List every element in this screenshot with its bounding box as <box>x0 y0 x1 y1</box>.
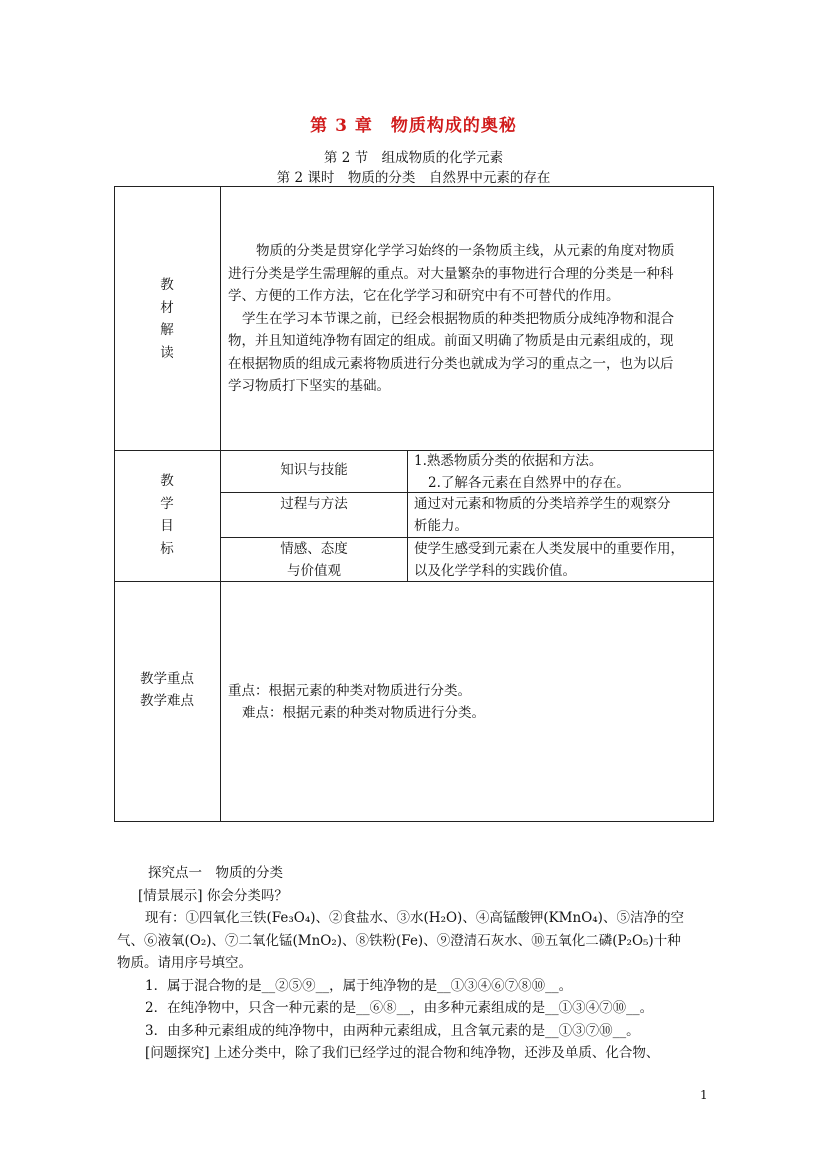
page-number: 1 <box>700 1088 708 1102</box>
section-title: 第 2 节 组成物质的化学元素 <box>323 150 504 166</box>
textbook-analysis-label: 教 材 解 读 <box>160 277 174 361</box>
lesson-plan-table <box>114 186 714 822</box>
goal-attitude-text: 使学生感受到元素在人类发展中的重要作用， 以及化学学科的实践价值。 <box>414 541 684 579</box>
scene-prompt: [情景展示] 你会分类吗？ <box>138 887 288 904</box>
lesson-title: 第 2 课时 物质的分类 自然界中元素的存在 <box>276 170 551 186</box>
teaching-goals-label: 教 学 目 标 <box>160 473 174 557</box>
key-points-label: 教学重点 教学难点 <box>140 671 194 709</box>
goal-knowledge-name: 知识与技能 <box>280 462 348 478</box>
key-points-text: 重点：根据元素的种类对物质进行分类。 难点：根据元素的种类对物质进行分类。 <box>228 683 485 721</box>
goal-attitude-name: 情感、态度 与价值观 <box>280 541 348 579</box>
question-2: 2．在纯净物中，只含一种元素的是__⑥⑧__，由多种元素组成的是__①③④⑦⑩__。 <box>145 1000 654 1016</box>
explore-questions: 现有：①四氧化三铁(Fe₃O₄)、②食盐水、③水(H₂O)、④高锰酸钾(KMnO₄)、⑤洁净的空 气、⑥液氧(O₂)、⑦二氧化锰(MnO₂)、⑧铁粉(Fe)、⑨澄清石灰水、⑩五氧化二磷(P₂O₅)十种 物质。请用序号填空。 1．属于混合物的是__②⑤⑨__，属于纯净物的是__①③④⑥⑦⑧⑩__。 2．在纯净物中，只含一种元素的是__⑥⑧__，由多种元素组成的是__①③④⑦⑩__。 3．由多种元素组成的纯净物中，由两种元素组成，且含氧元素的是__①③⑦⑩__。 [问题探究] 上述分类中，除了我们已经学过的混合物和纯净物，还涉及单质、化合物、 <box>117 907 717 1065</box>
goal-process-name: 过程与方法 <box>280 496 348 512</box>
explore-title: 探究点一 物质的分类 <box>148 865 283 881</box>
explore-section <box>138 862 718 907</box>
textbook-analysis-text: 物质的分类是贯穿化学学习始终的一条物质主线，从元素的角度对物质 进行分类是学生需理解的重点。对大量繁杂的事物进行合理的分类是一种科 学、方便的工作方法，它在化学学习和研究中有不可替代的作用。 学生在学习本节课之前，已经会根据物质的种类把物质分成纯净物和混合 物，并且知道纯净物有固定的组成。前面又明确了物质是由元素组成的，现 在根据物质的组成元素将物质进行分类也就成为学习的重点之一，也为以后 学习物质打下坚实的基础。 <box>228 243 675 394</box>
chapter-title: 第 3 章 物质构成的奥秘 <box>310 116 517 136</box>
goal-process-text: 通过对元素和物质的分类培养学生的观察分 析能力。 <box>414 496 671 534</box>
goal-knowledge-text: 1.熟悉物质分类的依据和方法。 2.了解各元素在自然界中的存在。 <box>414 453 630 491</box>
question-1: 1．属于混合物的是__②⑤⑨__，属于纯净物的是__①③④⑥⑦⑧⑩__。 <box>145 977 573 994</box>
question-3: 3．由多种元素组成的纯净物中，由两种元素组成，且含氧元素的是__①③⑦⑩__。 <box>145 1022 640 1039</box>
problem-explore: [问题探究] 上述分类中，除了我们已经学过的混合物和纯净物，还涉及单质、化合物、 <box>145 1045 660 1061</box>
